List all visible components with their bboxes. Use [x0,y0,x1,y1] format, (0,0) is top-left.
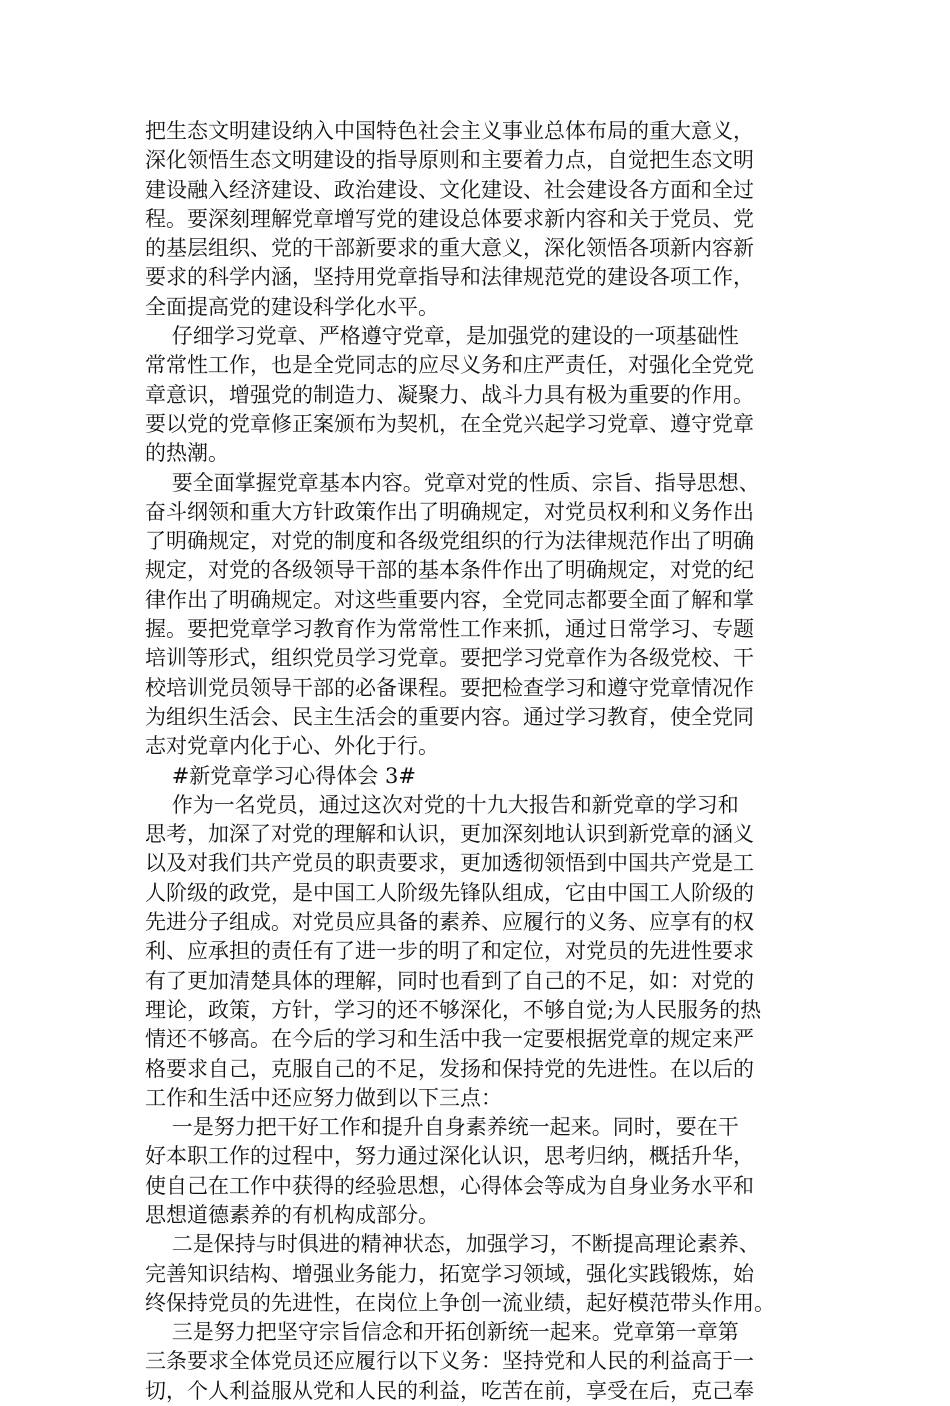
text-line: 以及对我们共产党员的职责要求，更加透彻领悟到中国共产党是工 [145,851,754,876]
text-line: 程。要深刻理解党章增写党的建设总体要求新内容和关于党员、党 [145,206,754,231]
text-line: 思考，加深了对党的理解和认识，更加深刻地认识到新党章的涵义 [145,822,754,847]
text-line: 三是努力把坚守宗旨信念和开拓创新统一起来。党章第一章第 [145,1320,739,1345]
text-line: 律作出了明确规定。对这些重要内容，全党同志都要全面了解和掌 [145,587,754,612]
text-line: 先进分子组成。对党员应具备的素养、应履行的义务、应享有的权 [145,910,754,935]
document-body [145,117,825,1406]
text-line: 建设融入经济建设、政治建设、文化建设、社会建设各方面和全过 [145,177,754,202]
text-line: 全面提高党的建设科学化水平。 [145,294,439,319]
text-line: 一是努力把干好工作和提升自身素养统一起来。同时，要在干 [145,1115,739,1140]
text-line: 利、应承担的责任有了进一步的明了和定位，对党员的先进性要求 [145,939,754,964]
text-line: 思想道德素养的有机构成部分。 [145,1202,439,1227]
text-line: 的基层组织、党的干部新要求的重大意义，深化领悟各项新内容新 [145,236,754,261]
text-line: 把生态文明建设纳入中国特色社会主义事业总体布局的重大意义， [145,119,754,143]
text-line: 握。要把党章学习教育作为常常性工作来抓，通过日常学习、专题 [145,617,754,642]
text-line: 情还不够高。在今后的学习和生活中我一定要根据党章的规定来严 [145,1027,754,1052]
text-line: 培训等形式，组织党员学习党章。要把学习党章作为各级党校、干 [145,646,754,671]
text-line: 工作和生活中还应努力做到以下三点： [145,1085,502,1110]
text-line: 章意识，增强党的制造力、凝聚力、战斗力具有极为重要的作用。 [145,382,754,407]
text-line: 使自己在工作中获得的经验思想，心得体会等成为自身业务水平和 [145,1173,754,1198]
text-line: 要以党的党章修正案颁布为契机，在全党兴起学习党章、遵守党章 [145,411,754,436]
text-line: 完善知识结构、增强业务能力，拓宽学习领域，强化实践锻炼，始 [145,1261,754,1286]
text-line: 作为一名党员，通过这次对党的十九大报告和新党章的学习和 [145,792,739,817]
text-line: 为组织生活会、民主生活会的重要内容。通过学习教育，使全党同 [145,704,754,729]
text-line: 三条要求全体党员还应履行以下义务：坚持党和人民的利益高于一 [145,1349,754,1374]
text-line: 好本职工作的过程中，努力通过深化认识，思考归纳，概括升华， [145,1144,754,1169]
text-line: #新党章学习心得体会 3# [145,763,416,788]
text-line: 志对党章内化于心、外化于行。 [145,734,439,759]
text-line: 有了更加清楚具体的理解，同时也看到了自己的不足，如：对党的 [145,968,754,993]
text-line: 规定，对党的各级领导干部的基本条件作出了明确规定，对党的纪 [145,558,754,583]
text-line: 奋斗纲领和重大方针政策作出了明确规定，对党员权利和义务作出 [145,499,754,524]
text-line: 二是保持与时俱进的精神状态，加强学习，不断提高理论素养、 [145,1232,760,1257]
text-line: 常常性工作，也是全党同志的应尽义务和庄严责任，对强化全党党 [145,353,754,378]
text-line: 了明确规定，对党的制度和各级党组织的行为法律规范作出了明确 [145,529,754,554]
text-line: 的热潮。 [145,441,229,466]
text-line: 终保持党员的先进性，在岗位上争创一流业绩，起好模范带头作用。 [145,1290,775,1315]
text-line: 仔细学习党章、严格遵守党章，是加强党的建设的一项基础性 [145,324,739,349]
text-line: 要全面掌握党章基本内容。党章对党的性质、宗旨、指导思想、 [145,470,760,495]
text-line: 深化领悟生态文明建设的指导原则和主要着力点，自觉把生态文明 [145,148,754,173]
text-line: 校培训党员领导干部的必备课程。要把检查学习和遵守党章情况作 [145,675,754,700]
text-line: 格要求自己，克服自己的不足，发扬和保持党的先进性。在以后的 [145,1056,754,1081]
text-line: 理论，政策，方针，学习的还不够深化，不够自觉;为人民服务的热 [145,997,762,1022]
text-line: 切，个人利益服从党和人民的利益，吃苦在前，享受在后，克己奉 [145,1378,754,1403]
text-line: 人阶级的政党，是中国工人阶级先锋队组成，它由中国工人阶级的 [145,880,754,905]
text-line: 要求的科学内涵，坚持用党章指导和法律规范党的建设各项工作， [145,265,754,290]
